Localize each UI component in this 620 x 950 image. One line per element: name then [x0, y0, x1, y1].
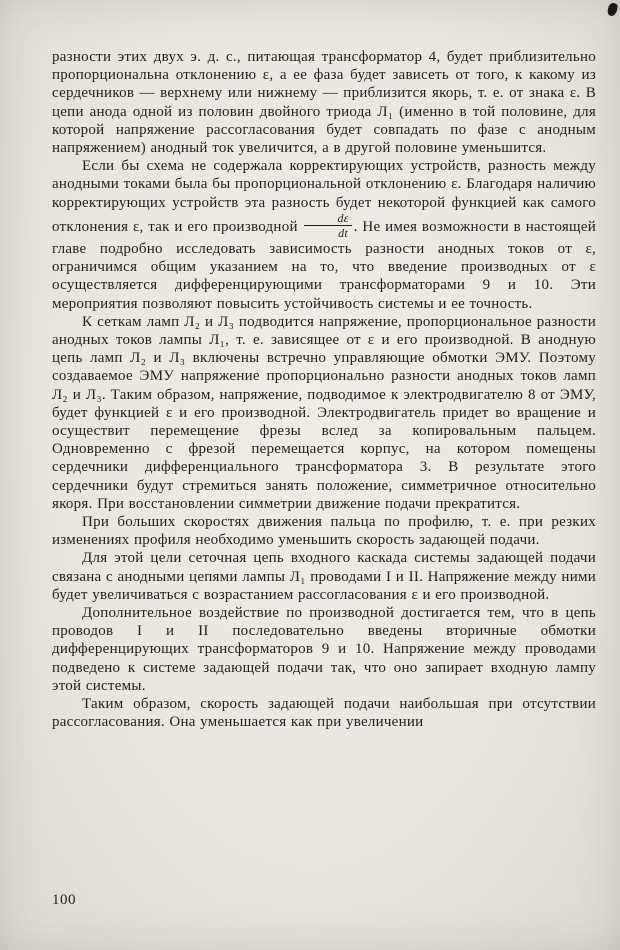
paragraph: К сеткам ламп Л₂ и Л₃ подводится напряжение, пропорциональное разности анодных токов лампы Л₁, т. е. зависящее от ε и его производной. В анодную цепь ламп Л₂ и Л₃ включены встречно управляющие обмотки ЭМУ. Поэтому создаваемое ЭМУ напряжение пропорционально разности анодных токов ламп Л₂ и Л₃. Таким образом, напряжение, подводимое к электродвигателю 8 от ЭМУ, будет функцией ε и его производной. Электродвигатель придет во вращение и осуществит перемещение фрезы вслед за копировальным пальцем. Одновременно с фрезой перемещается корпус, на котором помещены сердечники дифференциального трансформатора 3. В результате этого сердечники будут стремиться занять положение, симметричное относительно якоря. При восстановлении симметрии движение подачи прекратится.	[52, 313, 596, 512]
paragraph: Для этой цели сеточная цепь входного каскада системы задающей подачи связана с анодными цепями лампы Л₁ проводами I и II. Напряжение между ними будет увеличиваться с возрастанием рассогласования ε и его производной.	[52, 550, 596, 603]
paragraph: разности этих двух э. д. с., питающая трансформатор 4, будет приблизительно пропорциональна отклонению ε, а ее фаза будет зависеть от того, к какому из сердечников — верхнему или нижнему — приблизится якорь, т. е. от знака ε. В цепи анода одной из половин двойного триода Л₁ (именно в той половине, для которой напряжение рассогласования будет совпадать по фазе с анодным напряжением) анодный ток увеличится, а в другой половине уменьшится.	[52, 49, 596, 157]
page-number: 100	[52, 892, 76, 908]
page-text	[52, 48, 596, 732]
scan-artifact	[607, 2, 619, 17]
paragraph: Таким образом, скорость задающей подачи наибольшая при отсутствии рассогласования. Она уменьшается как при увеличении	[52, 696, 596, 731]
paragraph: Дополнительное воздействие по производной достигается тем, что в цепь проводов I и II последовательно введены вторичные обмотки дифференцирующих трансформаторов 9 и 10. Напряжение между проводами подведено к системе задающей подачи так, что оно запирает входную лампу этой системы.	[52, 605, 596, 694]
fraction-denominator: dt	[338, 226, 348, 241]
paragraph: При больших скоростях движения пальца по профилю, т. е. при резких изменениях профиля необходимо уменьшить скорость задающей подачи.	[52, 514, 596, 549]
fraction-numerator: dε	[304, 212, 351, 227]
inline-fraction	[304, 212, 351, 240]
paragraph: Если бы схема не содержала корректирующих устройств, разность между анодными токами была бы пропорциональной отклонению ε. Благодаря наличию корректирующих устройств эта разность будет некоторой функцией как самого отклонения ε, так и его производной $\frac{d\varepsilon}{dt}$ . Не имея возможности в настоящей главе подробно исследовать зависимость разности анодных токов от ε, ограничимся общим указанием на то, что введение производных от ε осуществляется дифференцирующими трансформаторами 9 и 10. Эти мероприятия позволяют повысить устойчивость системы и ее точность.	[52, 158, 597, 312]
